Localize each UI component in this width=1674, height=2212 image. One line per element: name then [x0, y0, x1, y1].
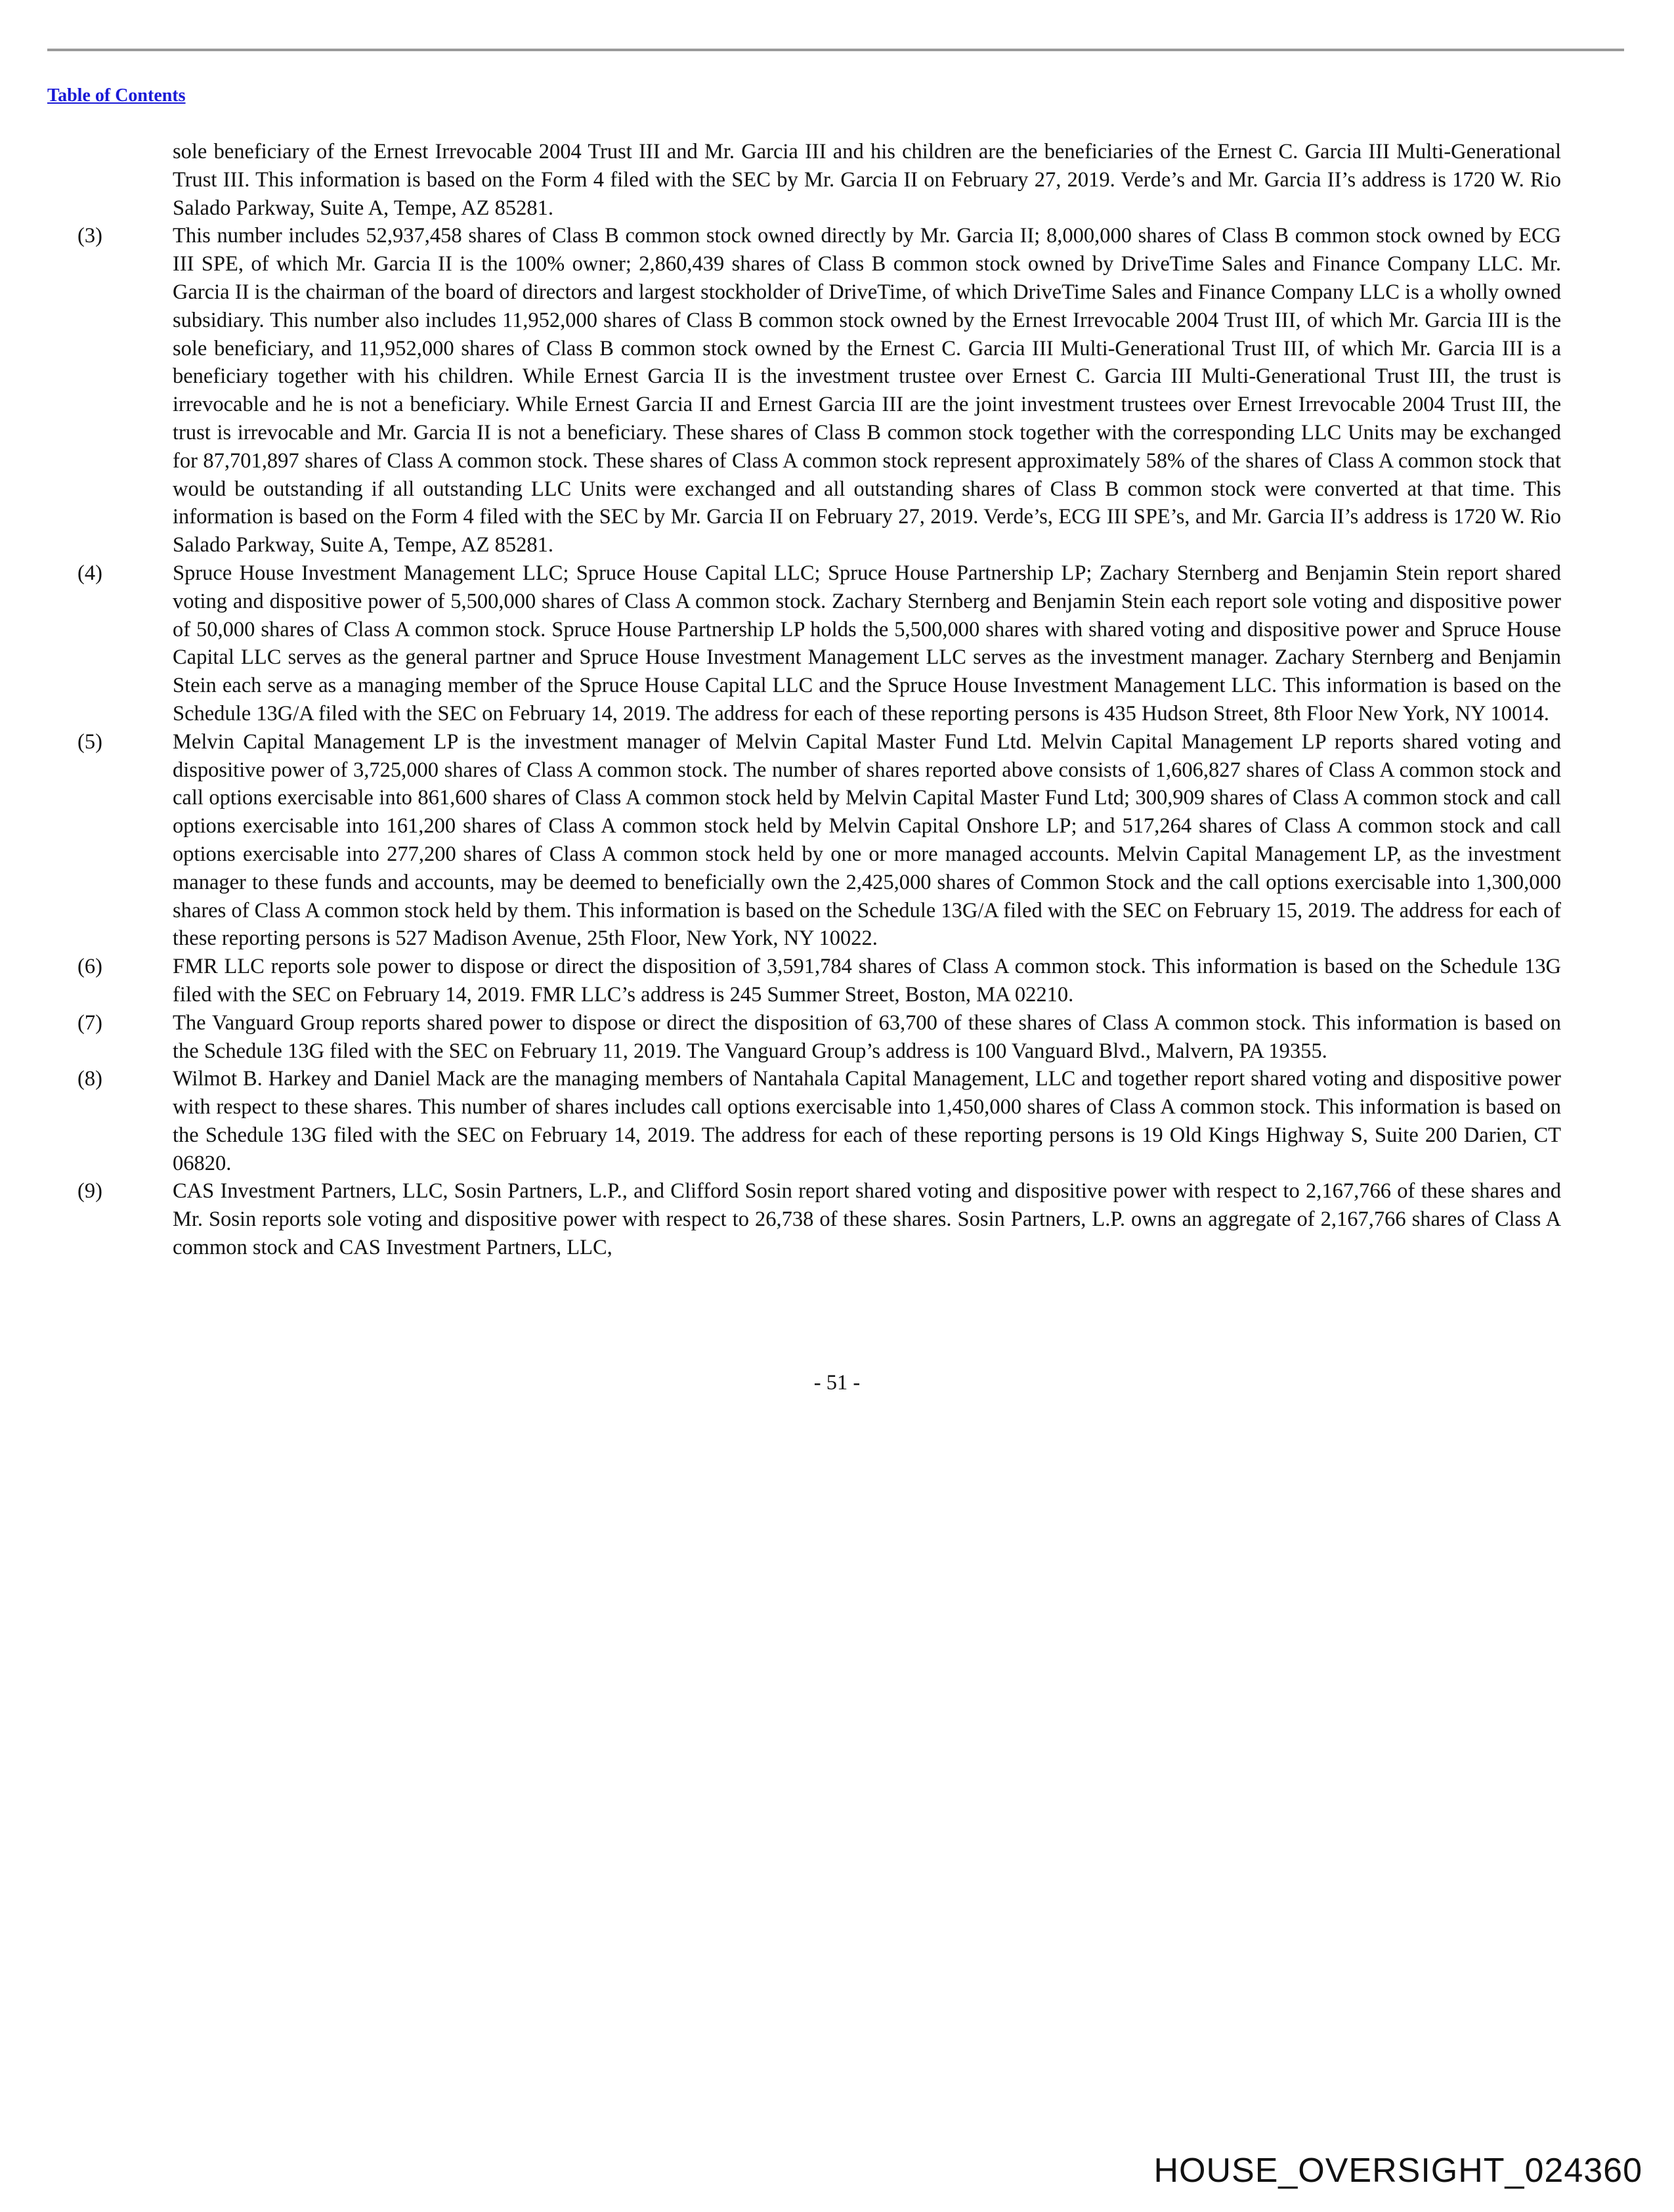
footnote-number: (4) — [77, 561, 102, 585]
footnote-text: CAS Investment Partners, LLC, Sosin Partners, L.P., and Clifford Sosin report shared voting and dispositive power with respect to 2,167,766 of these shares and Mr. Sosin reports sole voting and dispositive power with respect to 26,738 of these shares. Sosin Partners, L.P. owns an aggregate of 2,167,766 shares of Class A common stock and CAS Investment Partners, LLC, — [173, 1179, 1561, 1260]
footnote-text: This number includes 52,937,458 shares of Class B common stock owned directly by Mr. Garcia II; 8,000,000 shares of Class B common stock owned by ECG III SPE, of which Mr. Garcia II is the 100% owner; 2,860,439 shares of Class B common stock owned by DriveTime Sales and Finance Company LLC. Mr. Garcia II is the chairman of the board of directors and largest stockholder of DriveTime, of which DriveTime Sales and Finance Company LLC is a wholly owned subsidiary. This number also includes 11,952,000 shares of Class B common stock owned by the Ernest Irrevocable 2004 Trust III, of which Mr. Garcia III is the sole beneficiary, and 11,952,000 shares of Class B common stock owned by the Ernest C. Garcia III Multi-Generational Trust III, of which Mr. Garcia III is a beneficiary together with his children. While Ernest Garcia II is the investment trustee over Ernest C. Garcia III Multi-Generational Trust III, the trust is irrevocable and he is not a beneficiary. While Ernest Garcia II and Ernest Garcia III are the joint investment trustees over Ernest Irrevocable 2004 Trust III, the trust is irrevocable and Mr. Garcia II is not a beneficiary. These shares of Class B common stock together with the corresponding LLC Units may be exchanged for 87,701,897 shares of Class A common stock. These shares of Class A common stock represent approximately 58% of the shares of Class A common stock that would be outstanding if all outstanding LLC Units were exchanged and all outstanding shares of Class B common stock were converted at that time. This information is based on the Form 4 filed with the SEC by Mr. Garcia II on February 27, 2019. Verde’s, ECG III SPE’s, and Mr. Garcia II’s address is 1720 W. Rio Salado Parkway, Suite A, Tempe, AZ 85281. — [173, 224, 1561, 557]
footnote-text: Spruce House Investment Management LLC; Spruce House Capital LLC; Spruce House Partnership LP; Zachary Sternberg and Benjamin Stein report shared voting and dispositive power of 5,500,000 shares of Class A common stock. Zachary Sternberg and Benjamin Stein each report sole voting and dispositive power of 50,000 shares of Class A common stock. Spruce House Partnership LP holds the 5,500,000 shares with shared voting and dispositive power and Spruce House Capital LLC serves as the general partner and Spruce House Investment Management LLC serves as the investment manager. Zachary Sternberg and Benjamin Stein each serve as a managing member of the Spruce House Capital LLC and the Spruce House Investment Management LLC. This information is based on the Schedule 13G/A filed with the SEC on February 14, 2019. The address for each of these reporting persons is 435 Hudson Street, 8th Floor New York, NY 10014. — [173, 561, 1561, 726]
page-number: - 51 - — [813, 1371, 861, 1395]
footnote-text: Melvin Capital Management LP is the investment manager of Melvin Capital Master Fund Ltd. Melvin Capital Management LP reports shared voting and dispositive power of 3,725,000 shares of Class A common stock. The number of shares reported above consists of 1,606,827 shares of Class A common stock and call options exercisable into 861,600 shares of Class A common stock held by Melvin Capital Master Fund Ltd; 300,909 shares of Class A common stock and call options exercisable into 161,200 shares of Class A common stock held by Melvin Capital Onshore LP; and 517,264 shares of Class A common stock and call options exercisable into 277,200 shares of Class A common stock held by one or more managed accounts. Melvin Capital Management LP, as the investment manager to these funds and accounts, may be deemed to beneficially own the 2,425,000 shares of Common Stock and the call options exercisable into 1,300,000 shares of Class A common stock held by them. This information is based on the Schedule 13G/A filed with the SEC on February 15, 2019. The address for each of these reporting persons is 527 Madison Avenue, 25th Floor, New York, NY 10022. — [173, 729, 1561, 951]
footnote-text: Wilmot B. Harkey and Daniel Mack are the managing members of Nantahala Capital Management, LLC and together report shared voting and dispositive power with respect to these shares. This number of shares includes call options exercisable into 1,450,000 shares of Class A common stock. This information is based on the Schedule 13G filed with the SEC on February 14, 2019. The address for each of these reporting persons is 19 Old Kings Highway S, Suite 200 Darien, CT 06820. — [173, 1067, 1561, 1175]
footnote-9 — [77, 1177, 1561, 1261]
footnote-continuation: sole beneficiary of the Ernest Irrevocable 2004 Trust III and Mr. Garcia III and his children are the beneficiaries of the Ernest C. Garcia III Multi-Generational Trust III. This information is based on the Form 4 filed with the SEC by Mr. Garcia II on February 27, 2019. Verde’s and Mr. Garcia II’s address is 1720 W. Rio Salado Parkway, Suite A, Tempe, AZ 85281. — [173, 140, 1561, 220]
footnote-5 — [77, 728, 1561, 953]
footnote-text: FMR LLC reports sole power to dispose or direct the disposition of 3,591,784 shares of Class A common stock. This information is based on the Schedule 13G filed with the SEC on February 14, 2019. FMR LLC’s address is 245 Summer Street, Boston, MA 02210. — [173, 955, 1561, 1007]
footnote-6 — [77, 953, 1561, 1009]
footnote-3 — [77, 222, 1561, 559]
footnote-number: (9) — [77, 1179, 102, 1204]
footnote-4 — [77, 559, 1561, 728]
footnote-number: (7) — [77, 1010, 102, 1035]
footnote-number: (6) — [77, 955, 102, 979]
footnote-8 — [77, 1065, 1561, 1177]
footnote-7 — [77, 1009, 1561, 1066]
footnote-number: (8) — [77, 1067, 102, 1091]
footnote-text: The Vanguard Group reports shared power to dispose or direct the disposition of 63,700 of these shares of Class A common stock. This information is based on the Schedule 13G filed with the SEC on February 11, 2019. The Vanguard Group’s address is 100 Vanguard Blvd., Malvern, PA 19355. — [173, 1010, 1561, 1063]
bates-stamp: HOUSE_OVERSIGHT_024360 — [1153, 2152, 1642, 2190]
table-of-contents-link[interactable]: Table of Contents — [47, 85, 186, 106]
footnotes-body — [77, 138, 1561, 1262]
footnote-number: (3) — [77, 224, 102, 248]
header-rule — [47, 49, 1624, 51]
footnote-number: (5) — [77, 729, 102, 754]
